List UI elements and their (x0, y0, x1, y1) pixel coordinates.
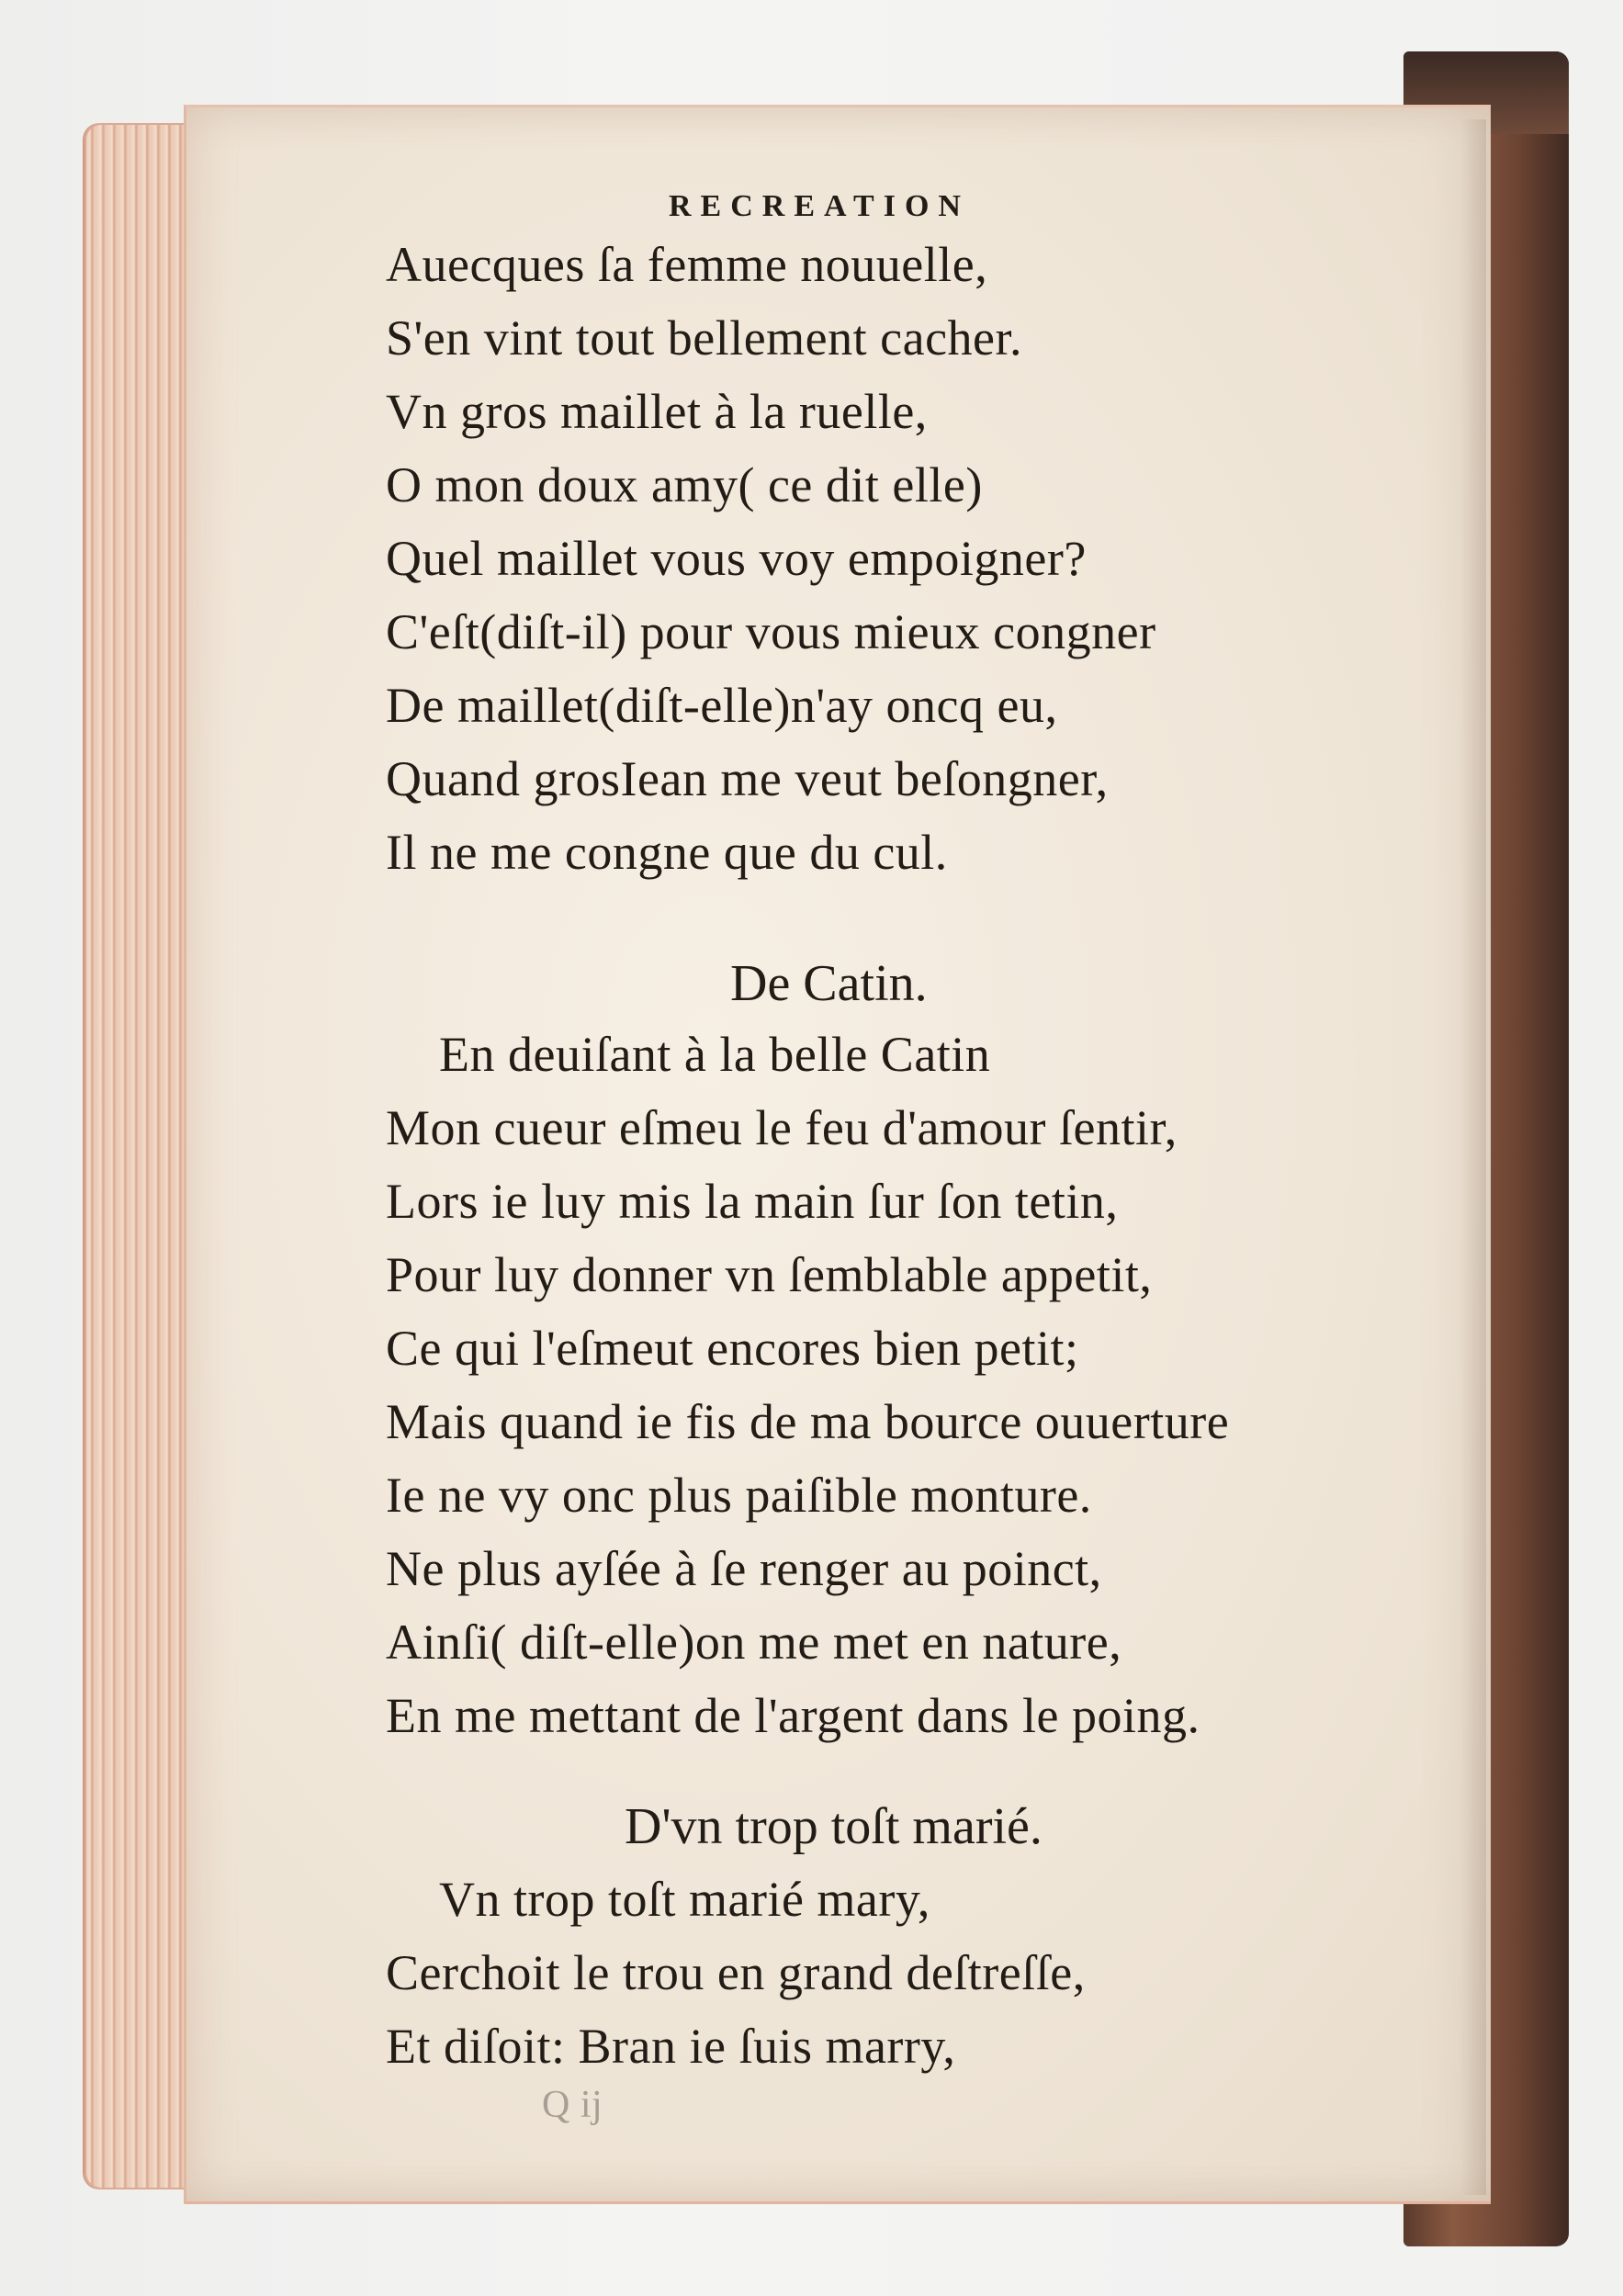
verse-line: Cerchoit le trou en grand deſtreſſe, (386, 1945, 1086, 2000)
verse-line: Vn gros maillet à la ruelle, (386, 384, 928, 439)
verse-line: De maillet(diſt-elle)n'ay oncq eu, (386, 678, 1058, 733)
verse-line: En deuiſant à la belle Catin (439, 1027, 991, 1082)
section-heading: De Catin. (730, 955, 928, 1012)
running-head: RECREATION (669, 189, 970, 223)
verse-line: Quel maillet vous voy empoigner? (386, 531, 1087, 586)
verse-line: O mon doux amy( ce dit elle) (386, 457, 983, 512)
verse-line: Ne plus ayſée à ſe renger au poinct, (386, 1541, 1102, 1596)
verse-line: Pour luy donner vn ſemblable appetit, (386, 1247, 1153, 1302)
section-heading: D'vn trop toſt marié. (625, 1798, 1043, 1855)
signature-mark: Q ij (542, 2084, 603, 2126)
verse-line: Auecques ſa femme nouuelle, (386, 237, 988, 292)
verse-line: Il ne me congne que du cul. (386, 825, 948, 880)
verse-line: Ainſi( diſt-elle)on me met en nature, (386, 1615, 1122, 1670)
verse-line: Et diſoit: Bran ie ſuis marry, (386, 2019, 956, 2074)
verse-line: Quand grosIean me veut beſongner, (386, 751, 1109, 806)
verse-line: En me mettant de l'argent dans le poing. (386, 1688, 1200, 1743)
verse-line: Ie ne vy onc plus paiſible monture. (386, 1468, 1092, 1523)
verse-line: Lors ie luy mis la main ſur ſon tetin, (386, 1174, 1119, 1229)
verse-line: C'eſt(diſt-il) pour vous mieux congner (386, 604, 1156, 659)
verse-line: Vn trop toſt marié mary, (439, 1872, 930, 1927)
verse-line: Mais quand ie fis de ma bource ouuerture (386, 1394, 1230, 1449)
verse-line: S'en vint tout bellement cacher. (386, 310, 1023, 366)
verse-line: Mon cueur eſmeu le feu d'amour ſentir, (386, 1100, 1178, 1155)
verse-line: Ce qui l'eſmeut encores bien petit; (386, 1321, 1079, 1376)
